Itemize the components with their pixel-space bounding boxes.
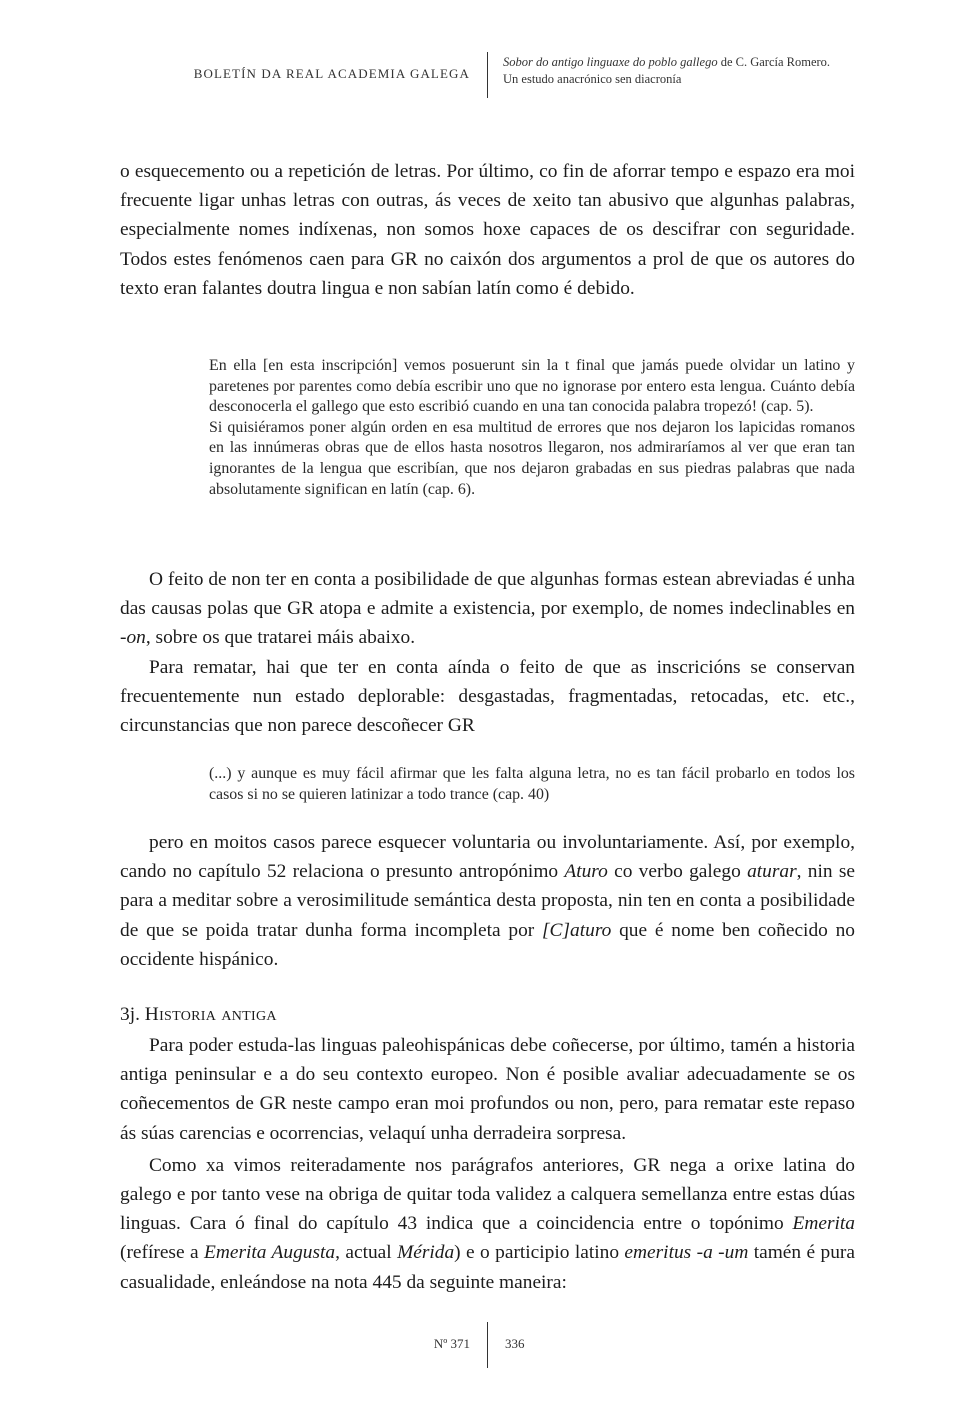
article-title-rest: de C. García Romero. <box>717 55 831 69</box>
p6-text-i: tamén é pura casualidade, enleándose na nota 445 da seguinte maneira: <box>120 1242 855 1293</box>
p4-italic-aturo: Aturo <box>564 861 608 883</box>
p4-text-a: pero en moitos casos parece esquecer voluntaria ou involuntariamente. Así, por exemplo, cando no capítulo 52 relaciona o presunto antropónimo <box>120 832 855 883</box>
paragraph-3: Para rematar, hai que ter en conta aínda o feito de que as inscricións se conservan frecuentemente nun estado deplorable: desgastadas, fragmentadas, retocadas, etc. etc., circunstancias que non parece descoñecer GR <box>120 656 855 737</box>
p2-text-a: O feito de non ter en conta a posibilidade de que algunhas formas estean abreviadas é unha das causas polas que GR atopa e admite a existencia, por exemplo, de nomes indeclinables en <box>120 569 855 620</box>
page-number: 336 <box>505 1336 525 1351</box>
paragraph-6 <box>120 1151 855 1297</box>
p6-italic-emerita: Emerita <box>792 1213 855 1235</box>
article-title-italic: Sobor do antigo linguaxe do poblo gallego <box>503 55 718 69</box>
p2-text-c: , sobre os que tratarei máis abaixo. <box>145 627 416 649</box>
paragraph-4-text <box>120 828 855 974</box>
p4-text-g: que é nome ben coñecido no occidente hispánico. <box>120 919 855 970</box>
quote-1-para-1: En ella [en esta inscripción] vemos posuerunt sin la t final que jamás puede olvidar un latino y paretenes por parentes como debía escribir uno que no ignorase por entero esta lengua. Cuánto debía desconocerla el gallego que esto escribió cuando en una tan conocida palabra tropezó! (cap. 5). <box>209 357 855 416</box>
p2-italic-on: -on <box>120 627 146 649</box>
p6-text-c: (refírese a <box>120 1242 205 1264</box>
paragraph-2-3 <box>120 565 855 740</box>
journal-title: BOLETÍN DA REAL ACADEMIA GALEGA <box>193 66 470 81</box>
quote-2-text: (...) y aunque es muy fácil afirmar que les falta alguna letra, no es tan fácil probarlo en todos los casos si no se quieren latinizar a todo trance (cap. 40) <box>209 765 855 803</box>
p6-text-a: Como xa vimos reiteradamente nos parágrafos anteriores, GR nega a orixe latina do galego e por tanto vese na obriga de quitar toda validez a calquera semellanza entre estas dúas linguas. Cara ó final do capítulo 43 indica que a coincidencia entre o topónimo <box>120 1154 855 1235</box>
p4-text-c: co verbo galego <box>607 861 748 883</box>
p4-italic-aturar: aturar <box>747 861 797 883</box>
p6-text-e: , actual <box>335 1242 398 1264</box>
p6-italic-emeritus: emeritus -a -um <box>624 1242 749 1264</box>
paragraph-5: Para poder estuda-las linguas paleohispánicas debe coñecerse, por último, tamén a historia antiga peninsular e a do seu contexto europeo. Non é posible avaliar adecuadamente se os coñecementos de GR neste campo eran moi profundos ou non, pero, para rematar este repaso ás súas carencias e ocorrencias, velaquí unha derradeira sorpresa. <box>120 1035 855 1144</box>
paragraph-1-text: o esquecemento ou a repetición de letras. Por último, co fin de aforrar tempo e espazo era moi frecuente ligar unhas letras con outras, ás veces de xeito tan abusivo que algunhas palabras, especialmente nomes indíxenas, non somos hoxe capaces de os descifrar con seguridade. Todos estes fenómenos caen para GR no caixón dos argumentos a prol de que os autores do texto eran falantes doutra lingua e non sabían latín como é debido. <box>120 161 855 299</box>
section-number: 3j. <box>120 1004 140 1025</box>
footer-divider <box>487 1322 488 1368</box>
section-title: Historia antiga <box>144 1004 277 1025</box>
p4-text-e: , nin se para a meditar sobre a verosimilitude semántica desta proposta, nin ten en conta a posibilidade de que se poida tratar dunha forma incompleta por <box>120 861 855 941</box>
issue-number: Nº 371 <box>433 1336 470 1351</box>
block-quote-2 <box>209 764 855 805</box>
article-subtitle: Un estudo anacrónico sen diacronía <box>503 72 682 86</box>
p6-text-g: ) e o participio latino <box>454 1242 625 1264</box>
section-heading <box>120 1004 277 1026</box>
quote-1-para-2: Si quisiéramos poner algún orden en esa multitud de errores que nos dejaron los lapicidas romanos en las innúmeras obras que de ellos hasta nosotros llegaron, nos admiraríamos al ver que eran tan ignorantes de la lengua que escribían, que nos dejaron grabadas en sus piedras palabras que nada absolutamente significan en latín (cap. 6). <box>209 418 855 498</box>
paragraph-4 <box>120 828 855 974</box>
p6-italic-emerita-augusta: Emerita Augusta <box>204 1242 336 1264</box>
p6-italic-merida: Mérida <box>397 1242 455 1264</box>
p4-italic-caturo: [C]aturo <box>542 919 612 941</box>
paragraph-5-6 <box>120 1031 855 1297</box>
paragraph-1 <box>120 157 855 303</box>
block-quote-1 <box>209 356 855 500</box>
paragraph-2 <box>120 565 855 653</box>
article-running-title <box>503 54 883 88</box>
header-divider <box>487 52 488 98</box>
